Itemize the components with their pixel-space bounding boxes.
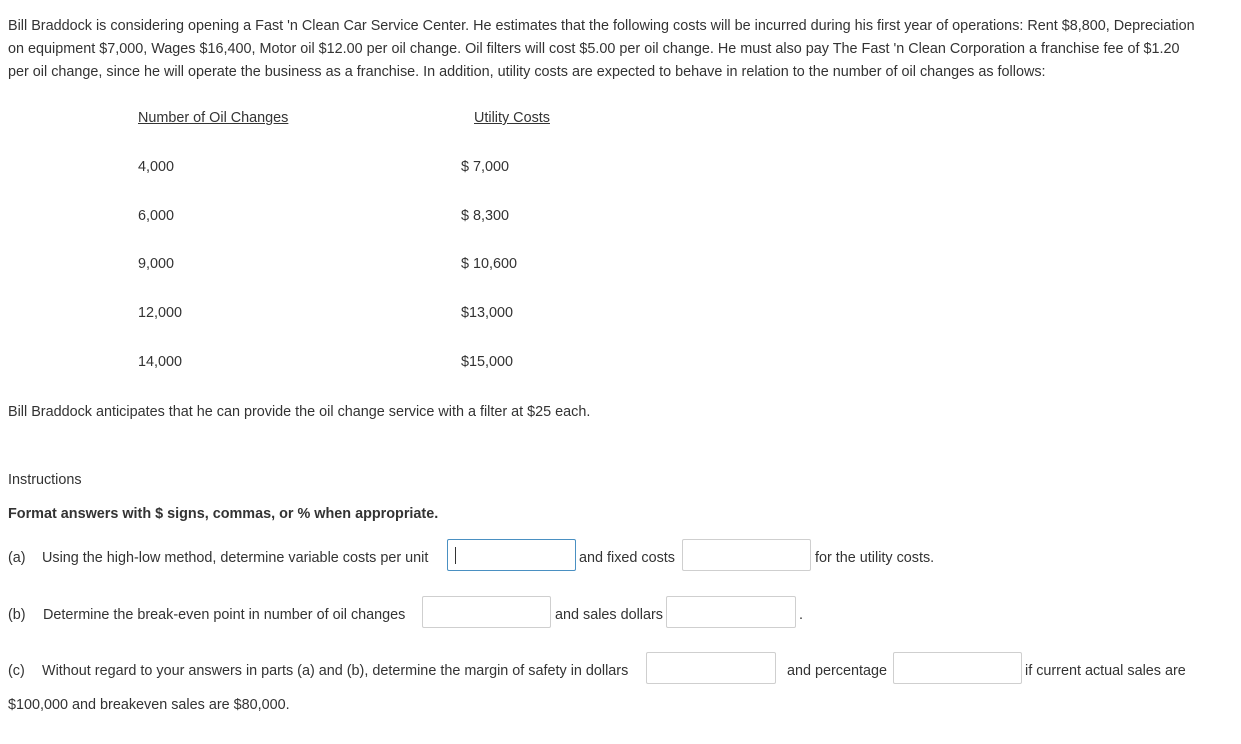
- table-cell-oil-changes: 6,000: [138, 208, 175, 224]
- anticipation-text: Bill Braddock anticipates that he can provide the oil change service with a filter at $25 each.: [8, 404, 591, 420]
- question-b-letter: (b): [8, 607, 26, 623]
- question-b-text: Determine the break-even point in number of oil changes: [43, 607, 406, 623]
- question-c-letter: (c): [8, 663, 25, 679]
- question-c-mid-text: and percentage: [787, 663, 888, 679]
- variable-cost-per-unit-input[interactable]: [447, 539, 576, 571]
- table-cell-utility-cost: $15,000: [461, 354, 514, 370]
- table-cell-oil-changes: 12,000: [138, 305, 183, 321]
- margin-of-safety-dollars-input[interactable]: [646, 652, 776, 684]
- table-cell-oil-changes: 14,000: [138, 354, 183, 370]
- question-b-mid-text: and sales dollars: [555, 607, 663, 623]
- instructions-heading: Instructions: [8, 472, 82, 488]
- question-a-letter: (a): [8, 550, 26, 566]
- intro-line-1: Bill Braddock is considering opening a Fast 'n Clean Car Service Center. He estimates that the following costs will be incurred during his first year of operations: Rent $8,800, Depreciation: [8, 18, 1195, 34]
- question-c-text: Without regard to your answers in parts (a) and (b), determine the margin of safety in dollars: [42, 663, 629, 679]
- table-cell-utility-cost: $ 10,600: [461, 256, 518, 272]
- intro-line-3: per oil change, since he will operate the business as a franchise. In addition, utility costs are expected to behave in relation to the number of oil changes as follows:: [8, 64, 1046, 80]
- question-c-line-2: $100,000 and breakeven sales are $80,000.: [8, 697, 290, 713]
- intro-line-2: on equipment $7,000, Wages $16,400, Motor oil $12.00 per oil change. Oil filters will cost $5.00 per oil change. He must also pay The Fast 'n Clean Corporation a franchise fee of $1.20: [8, 41, 1180, 57]
- table-header-oil-changes: Number of Oil Changes: [138, 110, 289, 126]
- table-cell-utility-cost: $13,000: [461, 305, 514, 321]
- break-even-sales-dollars-input[interactable]: [666, 596, 796, 628]
- table-cell-utility-cost: $ 8,300: [461, 208, 510, 224]
- margin-of-safety-percentage-input[interactable]: [893, 652, 1022, 684]
- text-cursor: [455, 547, 456, 564]
- table-cell-oil-changes: 9,000: [138, 256, 175, 272]
- question-a-end-text: for the utility costs.: [815, 550, 935, 566]
- format-note: Format answers with $ signs, commas, or % when appropriate.: [8, 506, 439, 522]
- fixed-costs-input[interactable]: [682, 539, 811, 571]
- question-a-text: Using the high-low method, determine variable costs per unit: [42, 550, 429, 566]
- question-c-end-text: if current actual sales are: [1025, 663, 1186, 679]
- table-header-utility-costs: Utility Costs: [474, 110, 550, 126]
- question-a-mid-text: and fixed costs: [579, 550, 675, 566]
- table-cell-utility-cost: $ 7,000: [461, 159, 510, 175]
- table-cell-oil-changes: 4,000: [138, 159, 175, 175]
- break-even-units-input[interactable]: [422, 596, 551, 628]
- question-b-end-text: .: [799, 607, 803, 623]
- problem-intro: [8, 15, 1233, 84]
